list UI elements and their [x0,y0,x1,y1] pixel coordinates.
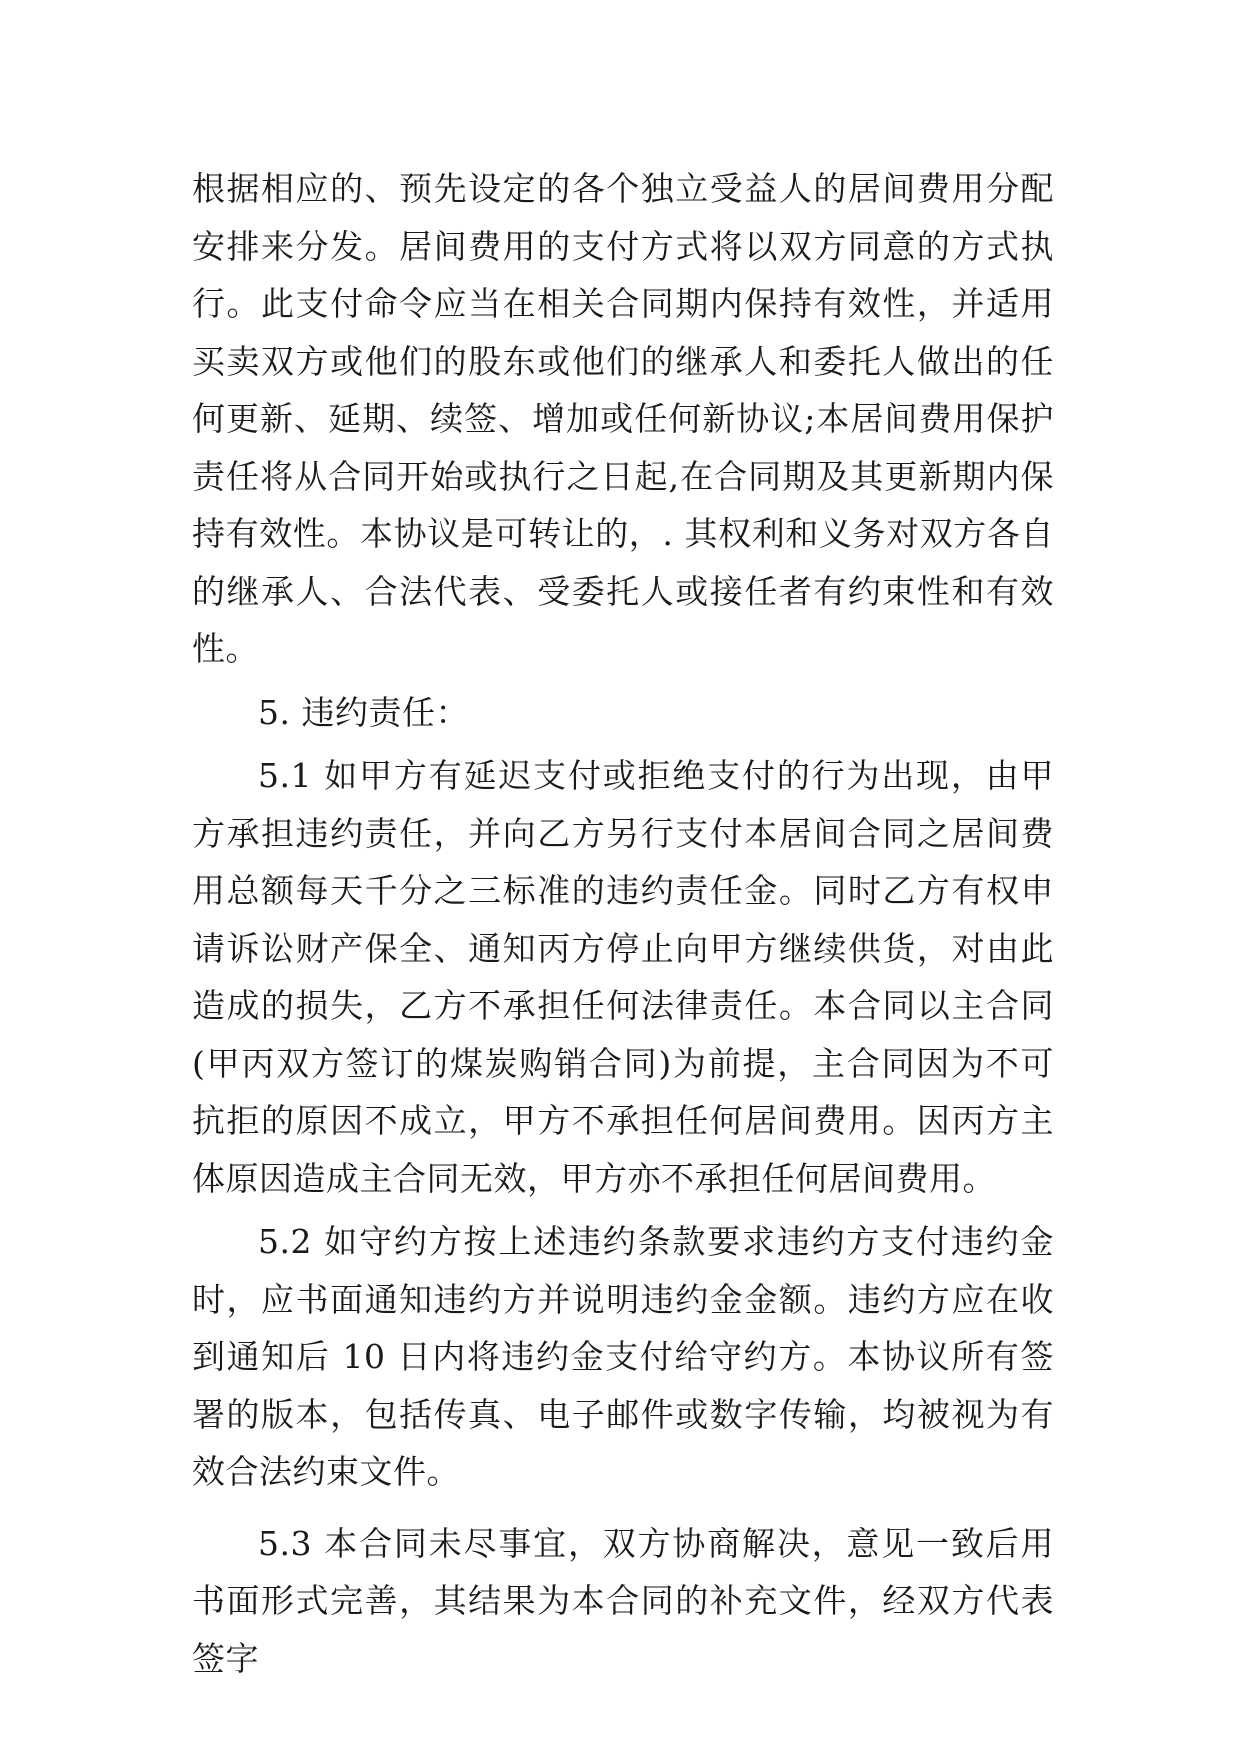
clause-5-1: 5.1 如甲方有延迟支付或拒绝支付的行为出现，由甲方承担违约责任，并向乙方另行支付本居间合同之居间费用总额每天千分之三标准的违约责任金。同时乙方有权申请诉讼财产保全、通知丙方停止向甲方继续供货，对由此造成的损失，乙方不承担任何法律责任。本合同以主合同(甲丙双方签订的煤炭购销合同)为前提，主合同因为不可抗拒的原因不成立，甲方不承担任何居间费用。因丙方主体原因造成主合同无效，甲方亦不承担任何居间费用。 [192,756,1054,1198]
clause-5-2: 5.2 如守约方按上述违约条款要求违约方支付违约金时，应书面通知违约方并说明违约金金额。违约方应在收到通知后 10 日内将违约金支付给守约方。本协议所有签署的版本，包括传真、电子邮件或数字传输，均被视为有效合法约束文件。 [192,1222,1054,1491]
clause-5-3: 5.3 本合同未尽事宜，双方协商解决，意见一致后用书面形式完善，其结果为本合同的补充文件，经双方代表签字 [192,1523,1054,1678]
section-heading-breach-liability: 5. 违约责任： [258,692,469,732]
document-body [192,160,1054,1687]
paragraph-continuation: 根据相应的、预先设定的各个独立受益人的居间费用分配安排来分发。居间费用的支付方式将以双方同意的方式执行。此支付命令应当在相关合同期内保持有效性，并适用买卖双方或他们的股东或他们的继承人和委托人做出的任何更新、延期、续签、增加或任何新协议;本居间费用保护责任将从合同开始或执行之日起,在合同期及其更新期内保持有效性。本协议是可转让的，. 其权利和义务对双方各自的继承人、合法代表、受委托人或接任者有约束性和有效性。 [192,169,1054,668]
